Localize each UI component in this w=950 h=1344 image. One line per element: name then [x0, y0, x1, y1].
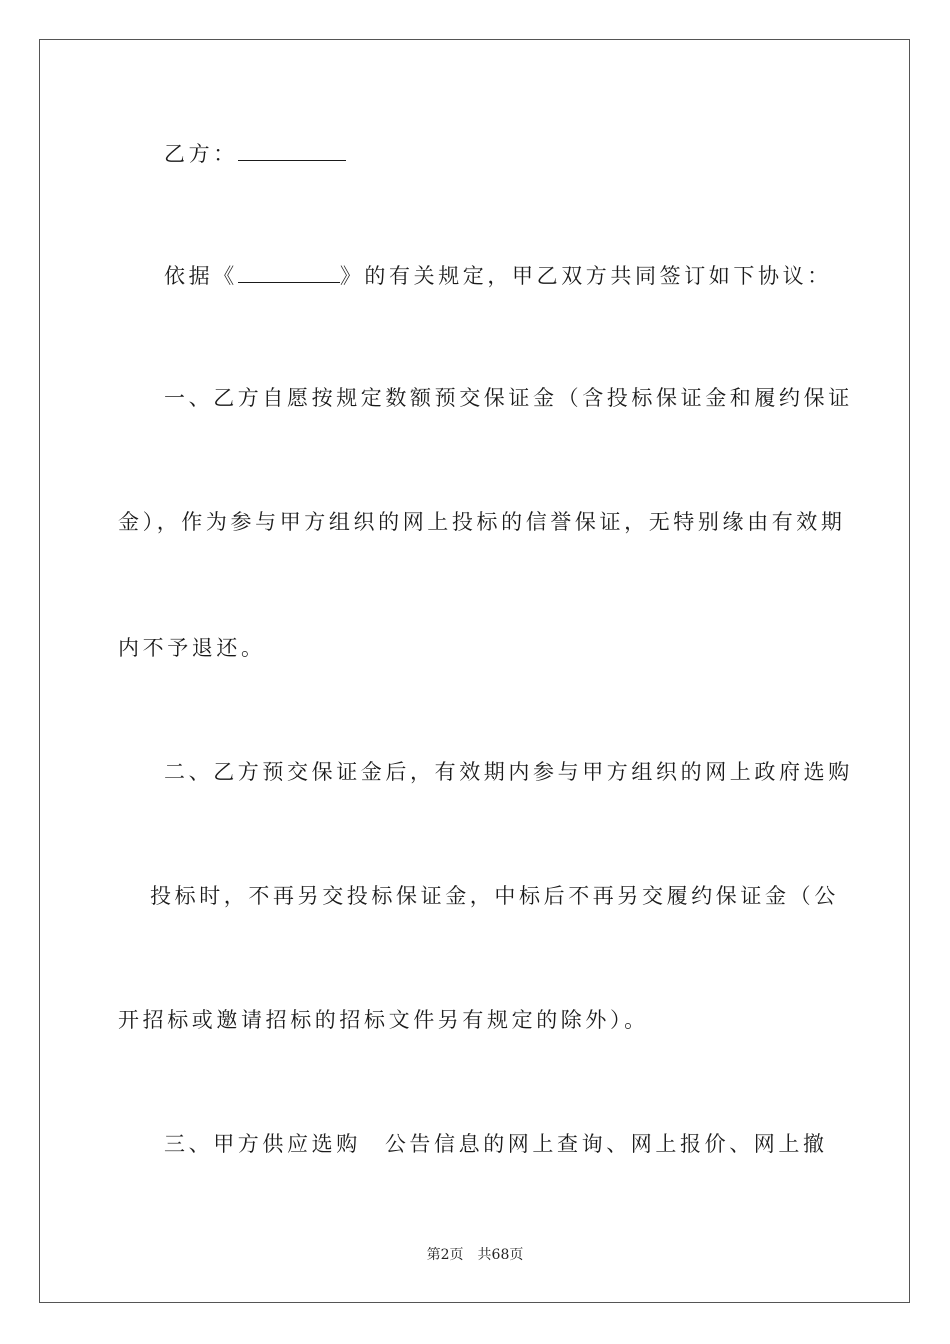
basis-blank	[238, 262, 340, 283]
clause-3-part-b: 公告信息的网上查询、网上报价、网上撤	[384, 1132, 828, 1156]
party-b-label: 乙方：	[164, 142, 238, 166]
basis-suffix: 》的有关规定，甲乙双方共同签订如下协议：	[339, 264, 832, 288]
basis-prefix: 依据《	[164, 264, 238, 288]
party-b-line	[0, 140, 950, 168]
clause-1-line-1: 一、乙方自愿按规定数额预交保证金（含投标保证金和履约保证	[164, 386, 853, 410]
clause-2-line-1: 二、乙方预交保证金后，有效期内参与甲方组织的网上政府选购	[164, 760, 853, 784]
page-total: 共68页	[477, 1247, 524, 1263]
page-number: 第2页	[426, 1247, 464, 1263]
clause-2-line-2: 投标时，不再另交投标保证金，中标后不再另交履约保证金（公	[150, 884, 839, 908]
clause-1-line-3: 内不予退还。	[118, 636, 266, 660]
clause-3-part-a: 三、甲方供应选购	[164, 1132, 361, 1156]
clause-1-line-2: 金），作为参与甲方组织的网上投标的信誉保证，无特别缘由有效期	[118, 510, 846, 534]
clause-2-line-3: 开招标或邀请招标的招标文件另有规定的除外）。	[118, 1008, 649, 1032]
clause-3-line-1	[0, 1130, 950, 1158]
page-border	[39, 39, 910, 1303]
party-b-blank	[238, 140, 346, 161]
page-footer	[0, 1246, 950, 1264]
basis-line	[0, 262, 950, 290]
